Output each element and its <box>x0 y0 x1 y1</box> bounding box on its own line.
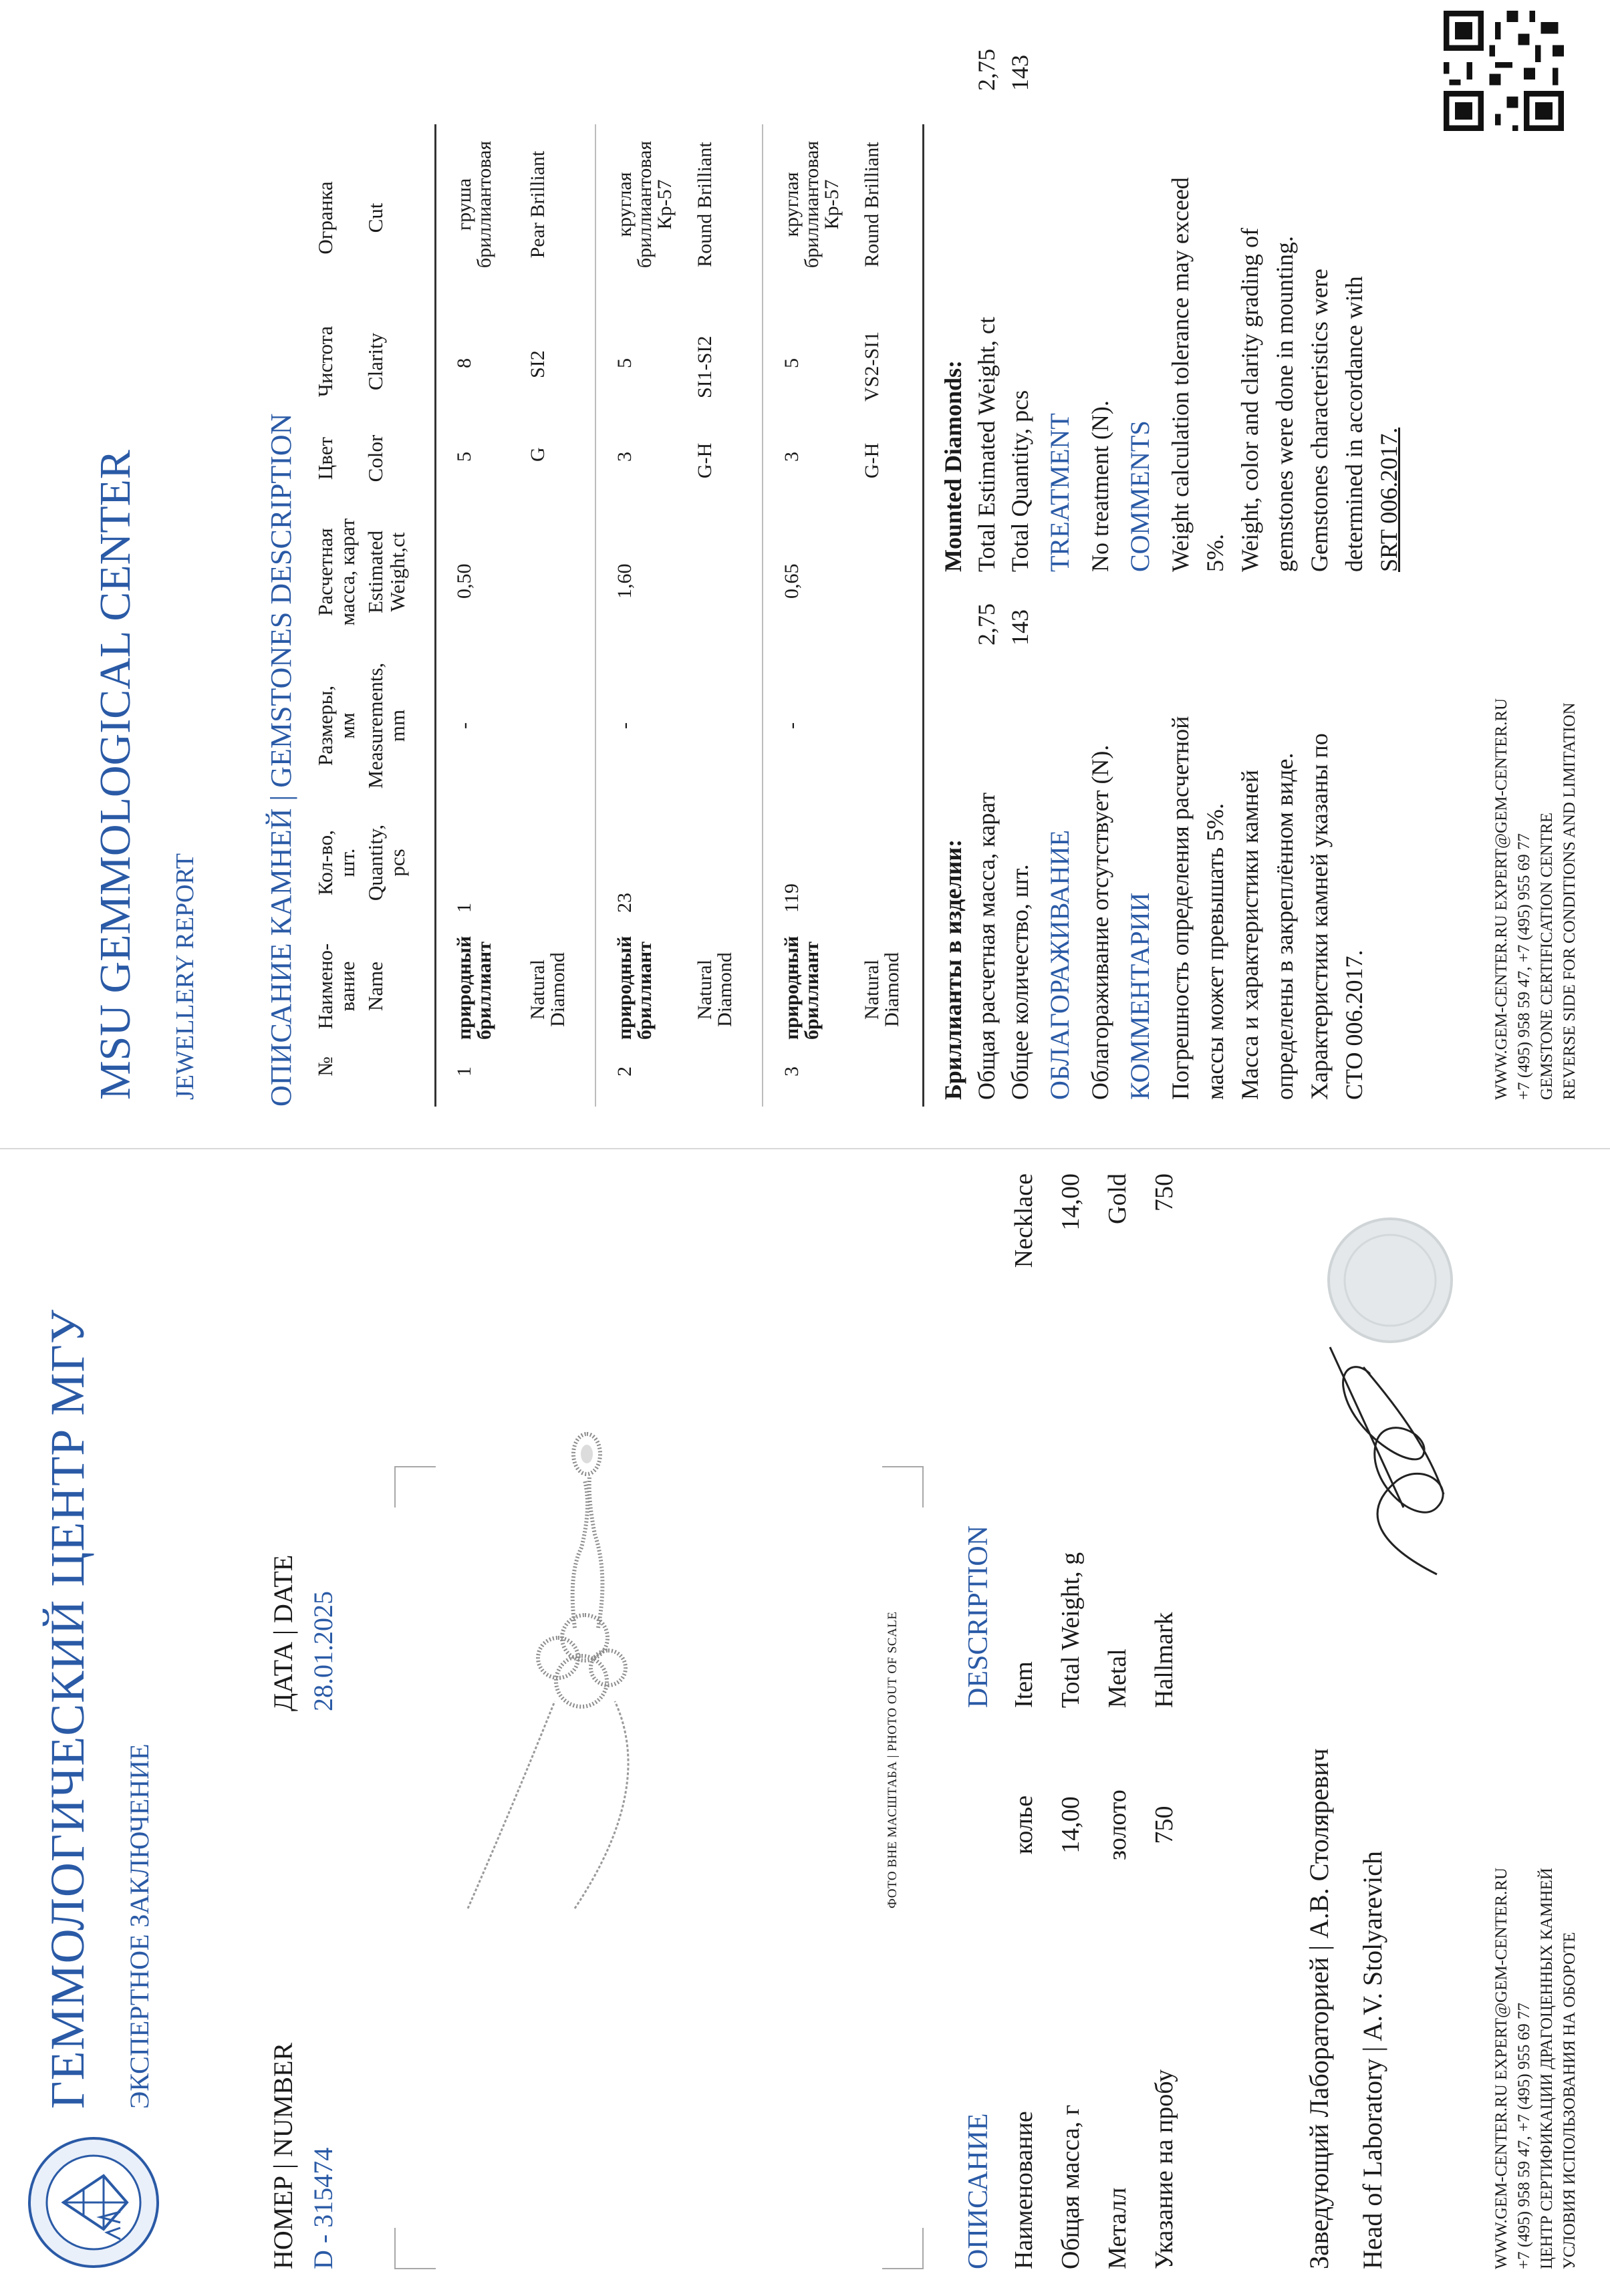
col-header-cut-en: Cut <box>364 202 387 233</box>
date-value: 28.01.2025 <box>308 1591 338 1711</box>
col-header-color-en: Color <box>364 434 387 482</box>
comment-line-ru: Характеристики камней указаны по <box>1306 733 1333 1100</box>
table-header-rule <box>434 124 436 1107</box>
stone-weight: 0,50 <box>453 563 475 599</box>
center-logo <box>27 2136 160 2269</box>
date-label: ДАТА | DATE <box>268 1554 298 1711</box>
comment-line-en: Weight, color and clarity grading of <box>1236 228 1263 572</box>
col-header-number: № <box>313 1056 337 1077</box>
col-header-cut: Огранка <box>313 181 337 255</box>
signature <box>1303 1334 1477 1588</box>
comments-heading-en: COMMENTS <box>1125 420 1155 572</box>
necklace-photo <box>414 1387 735 1922</box>
stone-measurements: - <box>614 722 636 729</box>
stone-color-en: G <box>527 447 549 462</box>
stone-color-en: G-H <box>694 442 716 478</box>
col-header-name-en: Name <box>364 961 387 1012</box>
gemstones-section-heading: ОПИСАНИЕ КАМНЕЙ | GEMSTONES DESCRIPTION <box>265 413 297 1107</box>
head-of-lab-en: Head of Laboratory | A.V. Stolyarevich <box>1357 1851 1387 2269</box>
stone-name-ru: природный бриллиант <box>453 936 495 1040</box>
treatment-heading-ru: ОБЛАГОРАЖИВАНИЕ <box>1045 830 1075 1100</box>
description-heading-ru: ОПИСАНИЕ <box>963 2113 994 2269</box>
stone-clarity-ru: 5 <box>781 358 803 368</box>
stone-name-en: Natural Diamond <box>694 952 736 1027</box>
qr-code[interactable] <box>1444 11 1564 131</box>
treatment-text-ru: Облагораживание отсутствует (N). <box>1087 744 1113 1100</box>
footer-line: +7 (495) 958 59 47, +7 (495) 955 69 77 <box>1515 2003 1533 2269</box>
stone-cut-ru: круглая бриллиантовая Кр-57 <box>614 140 676 269</box>
footer-line: WWW.GEM-CENTER.RU EXPERT@GEM-CENTER.RU <box>1492 1867 1510 2269</box>
footer-line: ЦЕНТР СЕРТИФИКАЦИИ ДРАГОЦЕННЫХ КАМНЕЙ <box>1538 1868 1556 2269</box>
desc-label-ru: Указание на пробу <box>1150 2069 1178 2269</box>
description-heading-en: DESCRIPTION <box>963 1525 994 1708</box>
photo-frame-corner <box>882 1466 924 1508</box>
col-header-quantity-en: Quantity, pcs <box>364 824 409 901</box>
comment-line-ru: Масса и характеристики камней <box>1236 769 1263 1100</box>
stone-clarity-ru: 8 <box>453 358 475 368</box>
stone-quantity: 23 <box>614 893 636 913</box>
stone-cut-ru: круглая бриллиантовая Кр-57 <box>781 140 843 269</box>
stone-number: 1 <box>453 1066 475 1077</box>
footer-line: УСЛОВИЯ ИСПОЛЬЗОВАНИЯ НА ОБОРОТЕ <box>1561 1932 1579 2269</box>
desc-label-en: Item <box>1010 1661 1038 1708</box>
comments-heading-ru: КОММЕНТАРИИ <box>1125 892 1155 1100</box>
total-quantity-value-en: 143 <box>1007 55 1033 91</box>
footer-line: +7 (495) 958 59 47, +7 (495) 955 69 77 <box>1515 833 1533 1100</box>
desc-label-ru: Металл <box>1103 2187 1131 2269</box>
comment-line-en: Weight calculation tolerance may exceed <box>1167 177 1194 572</box>
desc-label-en: Metal <box>1103 1648 1131 1708</box>
photo-caption: ФОТО ВНЕ МАСШТАБА | PHOTO OUT OF SCALE <box>886 1611 900 1908</box>
stone-cut-ru: груша бриллиантовая <box>453 140 495 269</box>
footer-line: WWW.GEM-CENTER.RU EXPERT@GEM-CENTER.RU <box>1492 698 1510 1100</box>
desc-label-ru: Наименование <box>1010 2111 1038 2269</box>
comment-line-ru: СТО 006.2017. <box>1341 950 1367 1100</box>
row-divider <box>762 124 763 1107</box>
total-weight-value-ru: 2,75 <box>973 603 1000 645</box>
col-header-measurements-en: Measurements, mm <box>364 662 409 789</box>
total-weight-value-en: 2,75 <box>973 49 1000 91</box>
total-quantity-label-ru: Общее количество, шт. <box>1007 864 1033 1100</box>
title-ru: ГЕММОЛОГИЧЕСКИЙ ЦЕНТР МГУ <box>41 1309 94 2109</box>
stone-weight: 0,65 <box>781 563 803 599</box>
photo-frame-corner <box>394 2228 436 2269</box>
desc-value-en: 750 <box>1150 1173 1178 1211</box>
stone-number: 3 <box>781 1066 803 1077</box>
subtitle-ru: ЭКСПЕРТНОЕ ЗАКЛЮЧЕНИЕ <box>124 1743 154 2109</box>
comment-line-en: determined in accordance with <box>1341 276 1367 572</box>
desc-value-ru: колье <box>1010 1795 1038 1855</box>
fold-line <box>0 1148 1610 1149</box>
comment-line-ru: массы может превышать 5%. <box>1202 803 1228 1100</box>
comment-line-en: SRT 006.2017. <box>1375 427 1402 572</box>
col-header-measurements: Размеры, мм <box>313 685 359 766</box>
comment-line-en: Gemstones characteristics were <box>1306 269 1333 572</box>
stone-color-ru: 5 <box>453 452 475 462</box>
desc-label-en: Total Weight, g <box>1057 1552 1085 1708</box>
desc-value-ru: 750 <box>1150 1806 1178 1844</box>
stone-number: 2 <box>614 1066 636 1077</box>
number-label: НОМЕР | NUMBER <box>268 2042 298 2269</box>
desc-value-ru: 14,00 <box>1057 1796 1085 1854</box>
total-quantity-value-ru: 143 <box>1007 609 1033 645</box>
col-header-name: Наимено- вание <box>313 943 359 1030</box>
desc-value-en: Gold <box>1103 1173 1131 1224</box>
desc-value-en: Necklace <box>1010 1173 1038 1268</box>
stone-cut-en: Round Brilliant <box>694 142 716 267</box>
title-en: MSU GEMMOLOGICAL CENTER <box>91 450 140 1100</box>
col-header-weight: Расчетная масса, карат <box>313 518 359 626</box>
stone-cut-en: Round Brilliant <box>861 142 883 267</box>
stone-clarity-ru: 5 <box>614 358 636 368</box>
stone-name-ru: природный бриллиант <box>781 936 823 1040</box>
total-quantity-label-en: Total Quantity, pcs <box>1007 390 1033 572</box>
stone-clarity-en: VS2-SI1 <box>861 331 883 402</box>
col-header-weight-en: Estimated Weight,ct <box>364 531 409 613</box>
footer-line: GEMSTONE CERTIFICATION CENTRE <box>1538 813 1556 1100</box>
stone-color-en: G-H <box>861 442 883 478</box>
photo-frame-corner <box>882 2228 924 2269</box>
stone-measurements: - <box>453 722 475 729</box>
stone-measurements: - <box>781 722 803 729</box>
stone-quantity: 1 <box>453 903 475 913</box>
stone-name-en: Natural Diamond <box>527 952 569 1027</box>
total-weight-label-en: Total Estimated Weight, ct <box>973 317 1000 572</box>
col-header-quantity: Кол-во, шт. <box>313 830 359 895</box>
col-header-color: Цвет <box>313 436 337 480</box>
table-bottom-rule <box>922 124 924 1107</box>
number-value: D - 315474 <box>308 2147 338 2269</box>
desc-value-ru: золото <box>1103 1789 1131 1860</box>
comment-line-en: 5%. <box>1202 534 1228 572</box>
desc-label-en: Hallmark <box>1150 1612 1178 1708</box>
stone-clarity-en: SI1-SI2 <box>694 335 716 398</box>
comment-line-ru: Погрешность определения расчетной <box>1167 716 1194 1100</box>
stone-quantity: 119 <box>781 883 803 913</box>
col-header-clarity: Чистота <box>313 325 337 398</box>
stone-color-ru: 3 <box>781 452 803 462</box>
desc-value-en: 14,00 <box>1057 1173 1085 1231</box>
subtitle-en: JEWELLERY REPORT <box>171 853 199 1100</box>
seal-stamp <box>1323 1213 1457 1347</box>
mounted-diamonds-ru: Бриллианты в изделии: <box>940 839 966 1100</box>
stone-name-en: Natural Diamond <box>861 952 903 1027</box>
head-of-lab-ru: Заведующий Лабораторией | А.В. Столяревич <box>1304 1748 1334 2269</box>
row-divider <box>595 124 596 1107</box>
stone-color-ru: 3 <box>614 452 636 462</box>
total-weight-label-ru: Общая расчетная масса, карат <box>973 792 1000 1100</box>
stone-cut-en: Pear Brilliant <box>527 150 549 259</box>
stone-name-ru: природный бриллиант <box>614 936 656 1040</box>
col-header-clarity-en: Clarity <box>364 332 387 391</box>
treatment-text-en: No treatment (N). <box>1087 400 1113 572</box>
stone-clarity-en: SI2 <box>527 350 549 378</box>
stone-weight: 1,60 <box>614 563 636 599</box>
footer-line: REVERSE SIDE FOR CONDITIONS AND LIMITATION <box>1561 702 1579 1100</box>
desc-label-ru: Общая масса, г <box>1057 2104 1085 2269</box>
comment-line-en: gemstones were done in mounting. <box>1271 236 1298 572</box>
mounted-diamonds-en: Mounted Diamonds: <box>940 360 966 572</box>
treatment-heading-en: TREATMENT <box>1045 413 1075 572</box>
comment-line-ru: определены в закреплённом виде. <box>1271 752 1298 1100</box>
